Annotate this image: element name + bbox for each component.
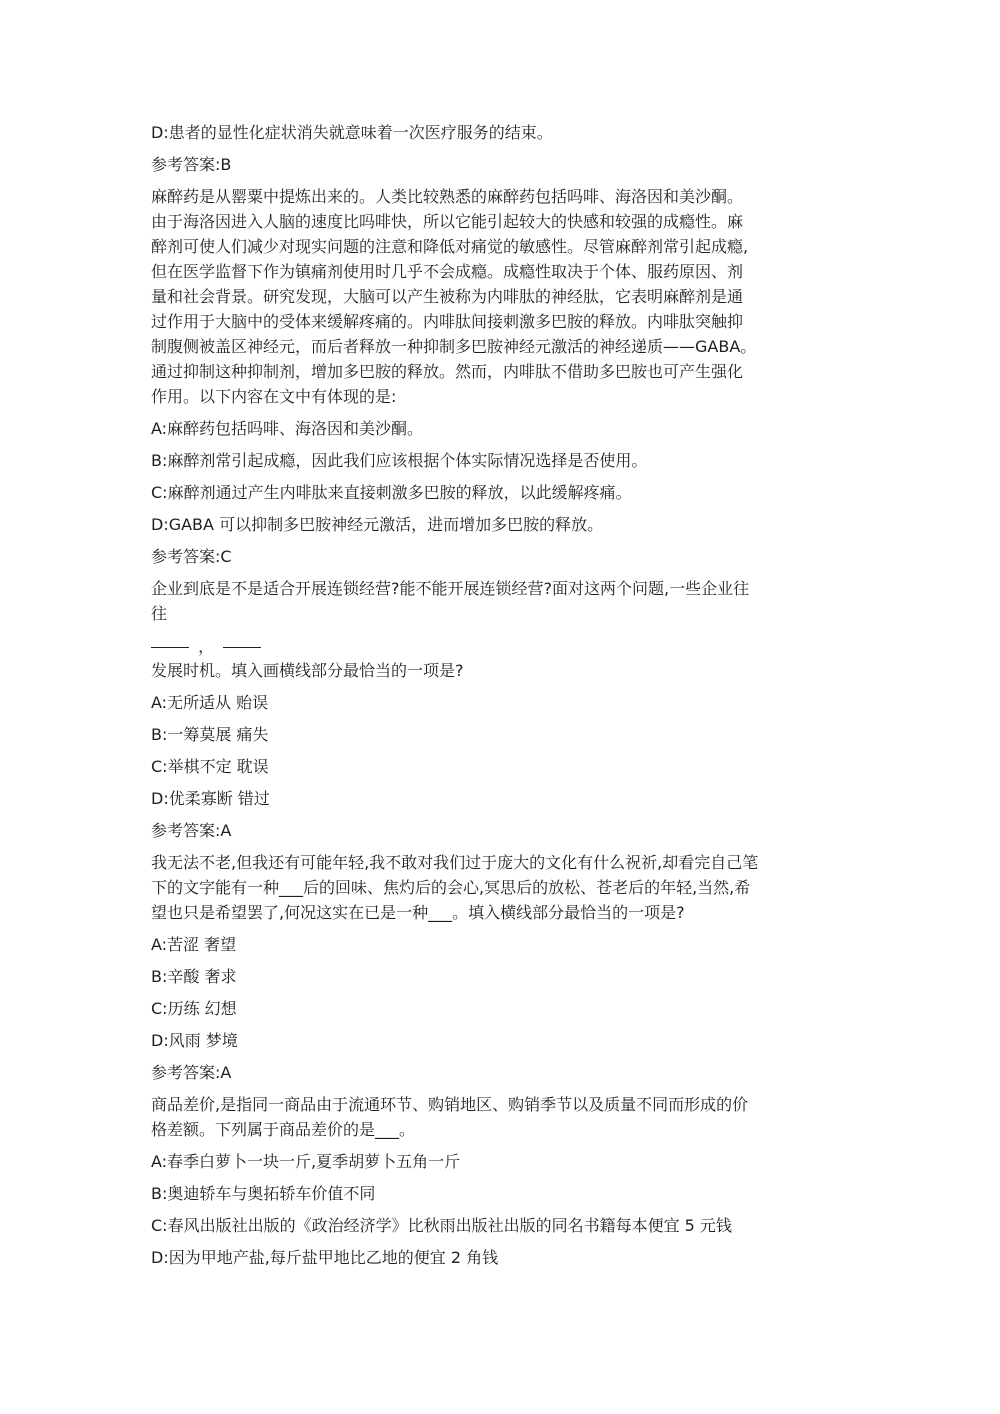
q4-option-d: D:风雨 梦境 [151, 1031, 238, 1050]
q4-stem-line: 望也只是希望罢了,何况这实在已是一种___。填入横线部分最恰当的一项是? [151, 903, 685, 922]
q2-stem-line: 由于海洛因进入人脑的速度比吗啡快，所以它能引起较大的快感和较强的成瘾性。麻 [151, 212, 744, 231]
q2-stem-line: 醉剂可使人们减少对现实问题的注意和降低对痛觉的敏感性。尽管麻醉剂常引起成瘾, [151, 237, 749, 256]
q1-option-d: D:患者的显性化症状消失就意味着一次医疗服务的结束。 [151, 123, 553, 142]
q2-stem-line: 但在医学监督下作为镇痛剂使用时几乎不会成瘾。成瘾性取决于个体、服药原因、剂 [151, 262, 744, 281]
q2-option-d: D:GABA 可以抑制多巴胺神经元激活，进而增加多巴胺的释放。 [151, 515, 604, 534]
q2-stem-line: 过作用于大脑中的受体来缓解疼痛的。内啡肽间接刺激多巴胺的释放。内啡肽突触抑 [151, 312, 744, 331]
q4-option-b: B:辛酸 奢求 [151, 967, 237, 986]
q3-option-d: D:优柔寡断 错过 [151, 789, 270, 808]
q4-stem [151, 850, 851, 925]
q4-stem-line: 我无法不老,但我还有可能年轻,我不敢对我们过于庞大的文化有什么祝祈,却看完自己笔 [151, 853, 759, 872]
q2-answer: 参考答案:C [151, 547, 232, 566]
q3-stem-line: 企业到底是不是适合开展连锁经营?能不能开展连锁经营?面对这两个问题,一些企业往 [151, 579, 750, 598]
q5-option-b: B:奥迪轿车与奥拓轿车价值不同 [151, 1184, 376, 1203]
q2-stem [151, 184, 851, 409]
q3-blanks [151, 634, 851, 656]
q2-option-a: A:麻醉药包括吗啡、海洛因和美沙酮。 [151, 419, 424, 438]
q2-option-c: C:麻醉剂通过产生内啡肽来直接刺激多巴胺的释放，以此缓解疼痛。 [151, 483, 632, 502]
q5-option-d: D:因为甲地产盐,每斤盐甲地比乙地的便宜 2 角钱 [151, 1248, 499, 1267]
q3-stem [151, 576, 851, 626]
document-body [151, 120, 851, 1277]
q2-stem-line: 量和社会背景。研究发现，大脑可以产生被称为内啡肽的神经肽，它表明麻醉剂是通 [151, 287, 744, 306]
q2-stem-line: 作用。以下内容在文中有体现的是: [151, 387, 397, 406]
blank-line [223, 647, 261, 648]
q3-option-b: B:一筹莫展 痛失 [151, 725, 269, 744]
q2-option-b: B:麻醉剂常引起成瘾，因此我们应该根据个体实际情况选择是否使用。 [151, 451, 648, 470]
q4-option-c: C:历练 幻想 [151, 999, 237, 1018]
q1-answer: 参考答案:B [151, 155, 232, 174]
q3-option-a: A:无所适从 贻误 [151, 693, 269, 712]
blank-line [151, 647, 189, 648]
q2-stem-line: 制腹侧被盖区神经元，而后者释放一种抑制多巴胺神经元激活的神经递质——GABA。 [151, 337, 757, 356]
q3-stem-tail: 发展时机。填入画横线部分最恰当的一项是? [151, 661, 464, 680]
blank-separator: ， [198, 637, 215, 656]
q2-stem-line: 麻醉药是从罂粟中提炼出来的。人类比较熟悉的麻醉药包括吗啡、海洛因和美沙酮。 [151, 187, 744, 206]
q5-stem [151, 1092, 851, 1142]
q5-option-c: C:春风出版社出版的《政治经济学》比秋雨出版社出版的同名书籍每本便宜 5 元钱 [151, 1216, 732, 1235]
q5-option-a: A:春季白萝卜一块一斤,夏季胡萝卜五角一斤 [151, 1152, 461, 1171]
q3-answer: 参考答案:A [151, 821, 232, 840]
q4-option-a: A:苦涩 奢望 [151, 935, 237, 954]
q3-stem-line: 往 [151, 604, 168, 623]
q3-option-c: C:举棋不定 耽误 [151, 757, 269, 776]
q4-stem-line: 下的文字能有一种___后的回味、焦灼后的会心,冥思后的放松、苍老后的年轻,当然,希 [151, 878, 751, 897]
q4-answer: 参考答案:A [151, 1063, 232, 1082]
q2-stem-line: 通过抑制这种抑制剂，增加多巴胺的释放。然而，内啡肽不借助多巴胺也可产生强化 [151, 362, 744, 381]
q5-stem-line: 格差额。下列属于商品差价的是___。 [151, 1120, 416, 1139]
q5-stem-line: 商品差价,是指同一商品由于流通环节、购销地区、购销季节以及质量不同而形成的价 [151, 1095, 749, 1114]
